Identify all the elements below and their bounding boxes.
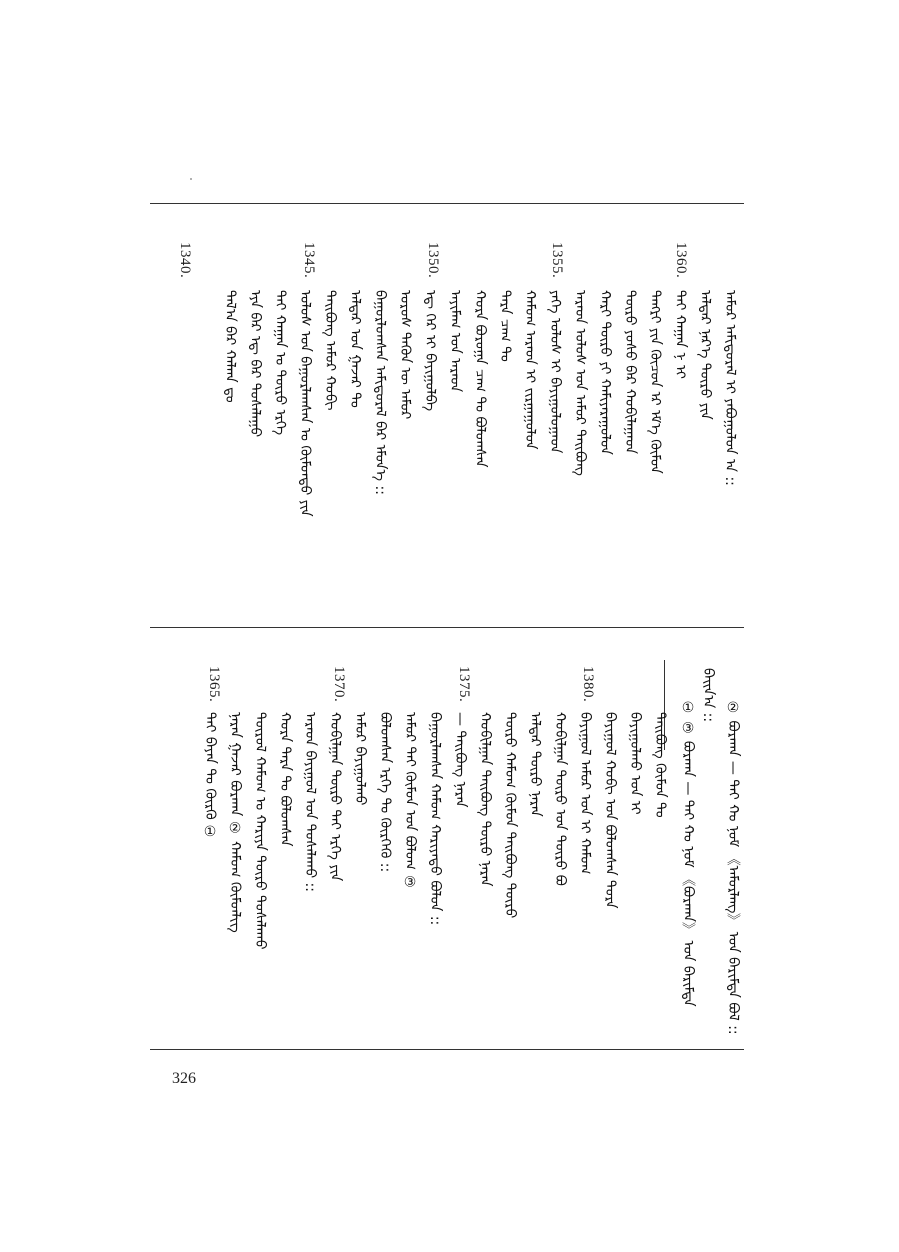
upper-column: ᠲᠠᠢ ᠬᠠᠭᠠᠨ ᠤ ᠲᠥᠷᠥ ᠡᠷᠬᠡ <box>272 290 288 436</box>
upper-column: ᠲᠡᠷᠡ ᠴᠠᠭ ᠲᠤ <box>497 290 513 362</box>
lower-column: ᠠᠮᠤᠷ ᠪᠠᠶᠢᠭᠤᠯᠬᠤ <box>352 712 368 806</box>
line-number-1380: 1380. <box>580 666 596 703</box>
upper-column: ᠲᠠᠯ᠎ᠠ ᠪᠠᠷ ᠬᠠᠯᠬᠠ ᠳᠤ <box>222 290 238 403</box>
lower-column: ᠲᠥᠷᠥ ᠬᠠᠮᠤᠭ ᠬᠦᠮᠦᠨ ᠲᠠᠢᠪᠤᠩ ᠲᠥᠷᠥ <box>502 712 518 919</box>
lower-column: ᠪᠠᠶᠢᠭᠤᠯᠬᠤ ᠤᠨ ᠢ <box>627 712 643 815</box>
upper-column: ᠡᠶᠡ ᠪᠠᠷ ᠡᠳ᠋ ᠪᠠᠷ ᠲᠤᠰᠠᠯᠠᠭᠤ <box>247 290 263 438</box>
lower-column: ᠬᠤᠷᠠ ᠲᠡᠷᠡ ᠲᠤ ᠪᠤᠯᠤᠭᠰᠠᠨ <box>277 712 293 847</box>
line-number-1345: 1345. <box>301 242 317 279</box>
lower-column: ᠲᠠᠢᠪᠤᠩ ᠬᠦᠮᠦᠨ ᠲᠤ <box>652 712 668 818</box>
upper-column: ᠲᠡᠩᠷᠢ ᠶᠢᠨ ᠬᠦᠴᠦᠨ ᠡᠷ ᠡᠮ᠎ᠡ ᠬᠦᠮᠦᠨ <box>647 290 663 474</box>
upper-column: ᠠᠯᠳᠠᠷ ᠤᠨ ᠭᠠᠵᠠᠷ ᠲᠤ <box>347 290 363 408</box>
bottom-rule <box>150 1049 744 1050</box>
line-number-1360: 1360. <box>673 242 689 279</box>
upper-column: ᠶᠡᠬᠡ ᠤᠯᠤᠰ ᠢ ᠪᠠᠶᠢᠭᠤᠯᠤᠭᠠᠳ <box>547 290 563 454</box>
upper-column: ᠲᠠᠢᠪᠤᠩ ᠠᠮᠤᠷ ᠬᠤᠪᠢ <box>322 290 338 411</box>
lower-column: ᠠᠷᠠᠳ ᠪᠠᠶᠢᠭᠤᠯ ᠤᠨ ᠲᠤᠰᠠᠯᠠᠬᠤ :: <box>302 712 318 892</box>
upper-column: ᠲᠠᠢ ᠬᠠᠭᠠᠨ ᠨ ᠢ <box>672 290 688 379</box>
line-number-1350: 1350. <box>425 242 441 279</box>
footnote: ② ᠪᠤᠷᠬᠠᠨ — ᠲᠠᠢ ᠬᠤ ᠨᠤᠮ 《ᠠᠮᠤᠷᠯᠠᠩ》 ᠤᠨ ᠪᠠᠷᠢᠮᠲᠠ ᠪᠤᠯ :: <box>725 700 741 1035</box>
upper-column: ᠲᠥᠷᠥ ᠶᠤᠰᠤ ᠪᠠᠷ ᠬᠤᠪᠢᠯᠠᠭᠠᠳ <box>622 290 638 454</box>
top-rule <box>150 203 744 204</box>
footnote: ᠪᠠᠢᠨ᠎ᠠ :: <box>700 668 716 723</box>
page-number: 326 <box>172 1070 196 1087</box>
lower-column: ᠪᠠᠶᠢᠭᠤᠯ ᠬᠤᠪᠢ ᠤᠨ ᠪᠤᠯᠤᠭᠰᠠᠨ ᠲᠤᠷᠠ <box>602 712 618 909</box>
upper-column: ᠬᠠᠷᠢ ᠲᠥᠷᠥ ᠶᠢ ᠬᠠᠮᠢᠶᠠᠷᠠᠭᠤᠯᠤᠨ <box>597 290 613 455</box>
upper-column: ᠡᠳ᠋ ᠭᠡᠷ ᠢ ᠪᠠᠶᠢᠭᠤᠯᠪᠠ <box>422 290 438 412</box>
lower-column: ᠬᠤᠪᠢᠯᠭᠠᠨ ᠲᠥᠷᠥ ᠤᠨ ᠲᠥᠷᠥ ᠪᠤ <box>552 712 568 886</box>
line-number-1340: 1340. <box>177 242 193 279</box>
upper-column: ᠠᠮᠤᠷ ᠠᠮᠢᠳᠤᠷᠠᠯ ᠢ ᠶᠠᠪᠤᠭᠤᠯᠤᠨ ᠠ :: <box>722 290 738 486</box>
line-number-1365: 1365. <box>206 666 222 703</box>
line-number-1370: 1370. <box>331 666 347 703</box>
upper-column: ᠪᠠᠭᠤᠷᠯᠤᠭᠰᠠᠨ ᠠᠮᠢᠳᠤᠷᠠᠯ ᠪᠠᠷ ᠡᠮᠦᠨ᠎ᠡ :: <box>372 290 388 495</box>
middle-rule <box>150 627 744 628</box>
lower-column: ᠬᠤᠪᠢᠯᠭᠠᠨ ᠲᠠᠢᠪᠤᠩ ᠲᠥᠷᠥ ᠨᠠᠷᠠᠨ <box>477 712 493 887</box>
speck <box>190 178 192 180</box>
lower-column: ᠪᠠᠭᠤᠷᠯᠠᠭᠰᠠᠨ ᠬᠠᠮᠤᠭ ᠬᠠᠷᠢᠶᠠᠲᠤ ᠪᠤᠯᠤᠨ :: <box>427 712 443 926</box>
upper-column: ᠬᠠᠮᠤᠭ ᠠᠷᠠᠳ ᠢ ᠵᠢᠷᠭᠠᠭᠤᠯᠤᠨ <box>522 290 538 450</box>
upper-column: ᠠᠶᠢᠮᠠᠭ ᠤᠨ ᠠᠷᠠᠳ <box>447 290 463 393</box>
upper-column: ᠠᠯᠳᠠᠷ ᠨᠡᠷ᠎ᠡ ᠲᠥᠷᠥ ᠶᠢᠨ <box>697 290 713 420</box>
lower-column: ᠬᠤᠪᠢᠯᠭᠠᠨ ᠲᠥᠷᠥ ᠲᠠᠢ ᠡᠷᠬᠡ ᠶᠢᠨ <box>327 712 343 882</box>
lower-column: — ᠲᠠᠢᠪᠤᠩ ᠨᠠᠷᠠᠨ <box>452 712 468 808</box>
upper-column: ᠤᠯᠤᠰ ᠤᠨ ᠪᠠᠭᠤᠷᠯᠠᠭᠰᠠᠨ ᠤ ᠬᠦᠮᠦᠨᠳᠦ ᠶᠢᠨ <box>297 290 313 517</box>
lower-column: ᠲᠥᠷᠥᠯ ᠬᠠᠮᠤᠭ ᠤ ᠬᠠᠷᠢᠶᠠ ᠲᠥᠷᠥ ᠲᠤᠰᠠᠯᠠᠬᠤ <box>252 712 268 950</box>
footnote: ① ③ ᠪᠤᠷᠬᠠᠨ — ᠲᠠᠢ ᠬᠤ ᠨᠤᠮ 《ᠪᠤᠷᠬᠠᠨ》 ᠤᠨ ᠪᠠᠷᠢᠮᠲᠠ <box>680 700 696 1007</box>
lower-column: ᠪᠠᠶᠢᠭᠤᠯ ᠠᠮᠤᠷ ᠤᠨ ᠢ ᠬᠠᠮᠤᠭ <box>577 712 593 875</box>
lower-column: ᠪᠤᠯᠤᠭᠰᠠᠨ ᠡᠷᠬᠡ ᠲᠤ ᠬᠦᠷᠭᠡᠬᠦ :: <box>377 712 393 873</box>
line-number-1355: 1355. <box>549 242 565 279</box>
lower-column: ᠠᠮᠤᠷ ᠲᠠᠢ ᠬᠦᠮᠦᠨ ᠤᠨ ᠪᠤᠯᠤᠭ ③ <box>402 712 418 891</box>
upper-column: ᠬᠤᠷᠠ ᠪᠤᠷᠤᠭᠠ ᠴᠠᠭ ᠲᠤ ᠪᠤᠯᠤᠭᠰᠠᠨ <box>472 290 488 468</box>
lower-column: ᠠᠯᠳᠠᠷ ᠲᠥᠷᠥ ᠨᠠᠷᠠᠨ <box>527 712 543 817</box>
upper-column: ᠤᠷᠤᠰ ᠲᠡᠭᠦᠨ ᠦ ᠠᠮᠤᠷ <box>397 290 413 420</box>
line-number-1375: 1375. <box>456 666 472 703</box>
lower-column: ᠲᠠᠢ ᠪᠠᠶᠠᠨ ᠲᠤ ᠬᠦᠷᠬᠦ ① <box>202 712 218 841</box>
upper-column: ᠠᠷᠠᠳ ᠤᠯᠤᠰ ᠤᠨ ᠠᠮᠤᠷ ᠲᠠᠢᠪᠤᠩ <box>572 290 588 476</box>
lower-column: ᠨᠠᠷᠠᠨ ᠭᠠᠵᠠᠷ ᠪᠤᠷᠬᠠᠨ ② ᠬᠠᠮᠤᠭ ᠬᠦᠮᠦᠨᠯᠢᠭ <box>227 712 243 933</box>
